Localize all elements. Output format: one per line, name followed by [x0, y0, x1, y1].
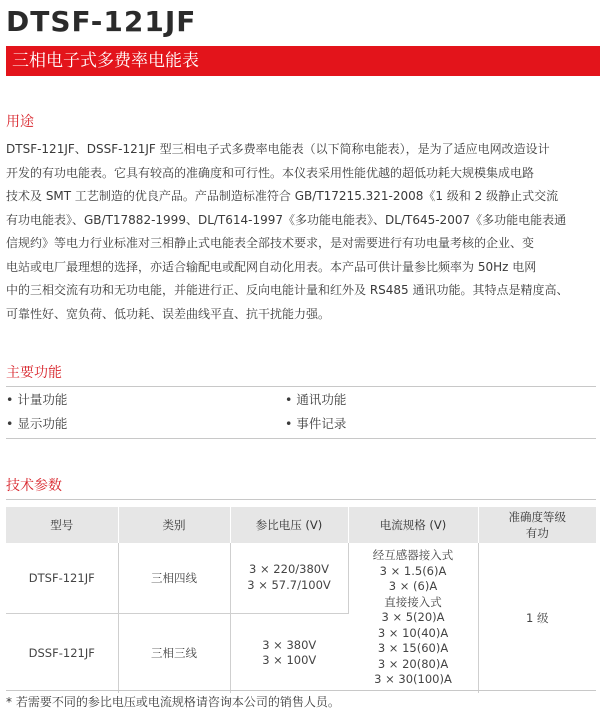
- current-value: 直接接入式: [384, 594, 442, 609]
- cell-current: [348, 543, 478, 693]
- header-accuracy-line1: 准确度等级: [508, 510, 566, 524]
- current-value: 3 × 20(80)A: [377, 656, 449, 671]
- header-current: 电流规格 (V): [348, 507, 478, 543]
- function-item: • 通讯功能: [285, 392, 347, 407]
- current-value: 3 × 1.5(6)A: [379, 563, 447, 578]
- usage-line: 开发的有功电能表。它具有较高的准确度和可行性。本仪表采用性能优越的超低功耗大规模集成电路: [6, 165, 535, 180]
- header-accuracy-line2: 有功: [525, 526, 549, 540]
- header-category: 类别: [118, 507, 230, 543]
- function-item: • 显示功能: [6, 416, 68, 431]
- current-value: 3 × 5(20)A: [381, 610, 445, 625]
- cell-voltage: [230, 613, 348, 693]
- product-name-banner: [6, 46, 600, 76]
- cell-category: 三相四线: [118, 543, 230, 613]
- usage-line: 技术及 SMT 工艺制造的优良产品。产品制造标准符合 GB/T17215.321-2008《1 级和 2 级静止式交流: [6, 189, 559, 203]
- function-item: • 计量功能: [6, 392, 68, 407]
- specs-title: 技术参数: [6, 478, 62, 494]
- cell-accuracy: 1 级: [526, 611, 549, 625]
- footnote: * 若需要不同的参比电压或电流规格请咨询本公司的销售人员。: [6, 695, 340, 709]
- table-header-row: [6, 507, 596, 543]
- divider: [6, 690, 596, 691]
- product-name: 三相电子式多费率电能表: [12, 51, 199, 71]
- usage-line: 有功电能表》、GB/T17882-1999、DL/T614-1997《多功能电能表》、DL/T645-2007《多功能电能表通: [6, 212, 567, 227]
- functions-title: 主要功能: [6, 365, 62, 381]
- usage-line: 中的三相交流有功和无功电能，并能进行正、反向电能计量和红外及 RS485 通讯功能。其特点是精度高、: [6, 283, 569, 297]
- current-value: 3 × (6)A: [388, 579, 438, 594]
- cell-model: DSSF-121JF: [6, 613, 118, 693]
- usage-line: DTSF-121JF、DSSF-121JF 型三相电子式多费率电能表（以下简称电能表），是为了适应电网改造设计: [6, 142, 550, 156]
- table-row: [6, 543, 596, 613]
- voltage-value: 3 × 380V: [262, 637, 317, 652]
- divider: [6, 438, 596, 439]
- voltage-value: 3 × 57.7/100V: [247, 577, 331, 592]
- current-value: 3 × 15(60)A: [377, 641, 449, 656]
- usage-line: 信规约》等电力行业标准对三相静止式电能表全部技术要求，是对需要进行有功电量考核的企业、变: [6, 236, 535, 250]
- current-value: 经互感器接入式: [372, 548, 454, 563]
- header-voltage: 参比电压 (V): [230, 507, 348, 543]
- current-value: 3 × 30(100)A: [374, 672, 452, 687]
- divider: [6, 499, 596, 500]
- cell-category: 三相三线: [118, 613, 230, 693]
- current-value: 3 × 10(40)A: [377, 625, 449, 640]
- usage-paragraph: [6, 138, 594, 326]
- usage-line: 电站或电厂最理想的选择，亦适合输配电或配网自动化用表。本产品可供计量参比频率为 50Hz 电网: [6, 259, 537, 274]
- usage-title: 用途: [6, 114, 34, 130]
- divider: [6, 386, 596, 387]
- usage-line: 可靠性好、宽负荷、低功耗、误差曲线平直、抗干扰能力强。: [6, 306, 331, 321]
- header-model: 型号: [6, 507, 118, 543]
- product-model: DTSF-121JF: [6, 5, 197, 38]
- cell-voltage: [230, 543, 348, 613]
- header-accuracy: [478, 507, 596, 543]
- function-item: • 事件记录: [285, 416, 347, 431]
- voltage-value: 3 × 220/380V: [249, 562, 329, 577]
- voltage-value: 3 × 100V: [262, 653, 317, 668]
- spec-table: [6, 507, 596, 693]
- cell-model: DTSF-121JF: [6, 543, 118, 613]
